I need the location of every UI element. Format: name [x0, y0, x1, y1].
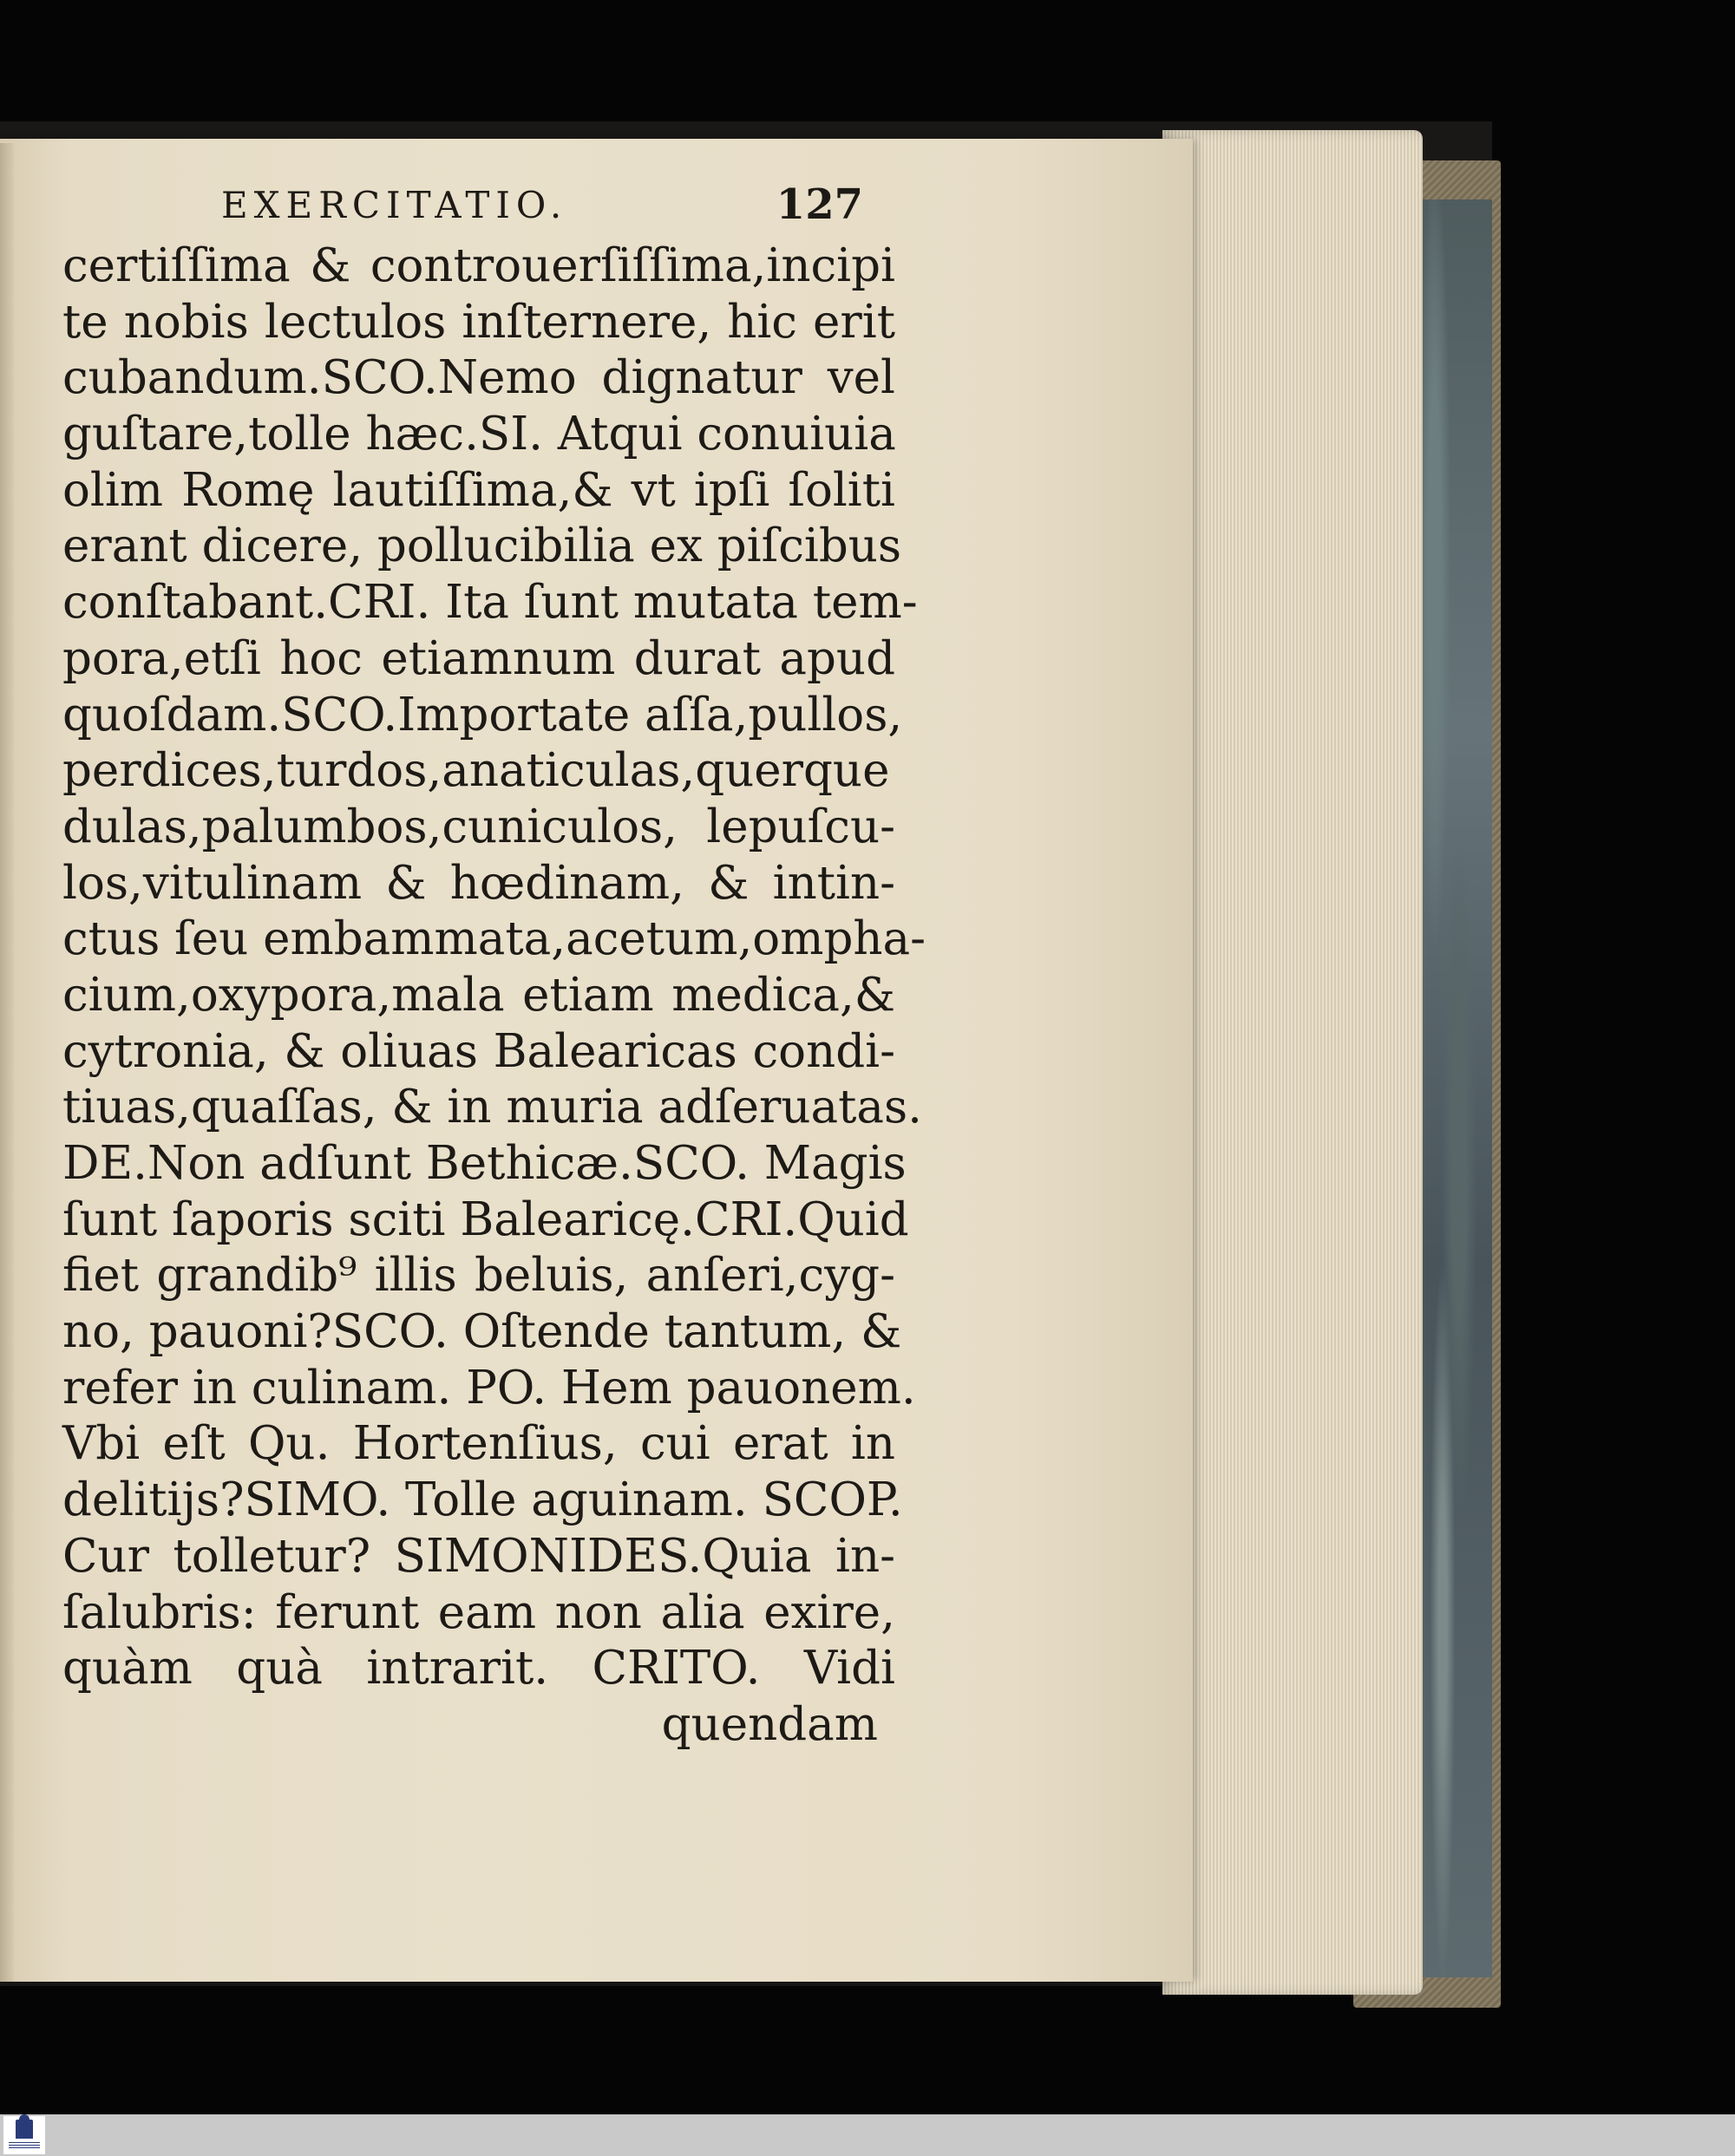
- text-line: quàm quà intrarit. CRITO. Vidi: [62, 1642, 895, 1695]
- page-gutter-edge: [0, 143, 14, 1982]
- text-line: cytronia, & oliuas Balearicas condi-: [62, 1024, 895, 1078]
- text-line: Vbi eſt Qu. Hortenſius, cui erat in: [62, 1417, 895, 1471]
- logo-building-shape: [16, 2120, 33, 2139]
- text-line: ctus ſeu embammata,acetum,ompha-: [62, 912, 926, 966]
- text-line: no, pauoni?SCO. Oſtende tantum, &: [62, 1305, 902, 1359]
- text-line: refer in culinam. PO. Hem pauonem.: [62, 1361, 916, 1414]
- text-line: te nobis lectulos inſternere, hic erit: [62, 295, 895, 349]
- text-line: cubandum.SCO.Nemo dignatur vel: [62, 351, 895, 405]
- text-line: certiſſima & controuerſiſſima,incipi: [62, 239, 895, 292]
- text-line: delitijs?SIMO. Tolle aguinam. SCOP.: [62, 1473, 903, 1527]
- text-line: perdices,turdos,anaticulas,querque: [62, 744, 890, 798]
- page-number: 127: [776, 180, 863, 229]
- text-block: [62, 238, 926, 1754]
- text-line: olim Romę lautiſſima,& vt ipſi ſoliti: [62, 463, 895, 517]
- text-line: quoſdam.SCO.Importate aſſa,pullos,: [62, 688, 903, 742]
- catchword: quendam: [661, 1697, 878, 1751]
- text-line: cium,oxypora,mala etiam medica,&: [62, 968, 895, 1022]
- page-edges: [1162, 130, 1423, 1995]
- text-line: fiet grandib⁹ illis beluis, anſeri,cyg-: [62, 1249, 895, 1303]
- text-line: Cur tolletur? SIMONIDES.Quia in-: [62, 1529, 895, 1583]
- running-head-title: EXERCITATIO.: [221, 184, 568, 226]
- text-line: conſtabant.CRI. Ita ſunt mutata tem-: [62, 576, 918, 630]
- text-line: ſunt ſaporis sciti Balearicę.CRI.Quid: [62, 1192, 909, 1246]
- running-head: [221, 180, 863, 236]
- viewer-bottom-bar: [0, 2114, 1735, 2156]
- logo-text-lines: [9, 2142, 40, 2149]
- library-logo-icon[interactable]: [3, 2116, 45, 2154]
- text-line: tiuas,quaſſas, & in muria adſeruatas.: [62, 1081, 923, 1134]
- text-line: los,vitulinam & hœdinam, & intin-: [62, 856, 895, 910]
- text-line: DE.Non adſunt Bethicæ.SCO. Magis: [62, 1137, 907, 1190]
- text-line: pora,etſi hoc etiamnum durat apud: [62, 631, 895, 685]
- text-line: erant dicere, pollucibilia ex piſcibus: [62, 519, 902, 573]
- text-line: dulas,palumbos,cuniculos, lepuſcu-: [62, 800, 895, 853]
- text-line: ſalubris: ferunt eam non alia exire,: [62, 1585, 895, 1639]
- text-line: guſtare,tolle hæc.SI. Atqui conuiuia: [62, 408, 896, 461]
